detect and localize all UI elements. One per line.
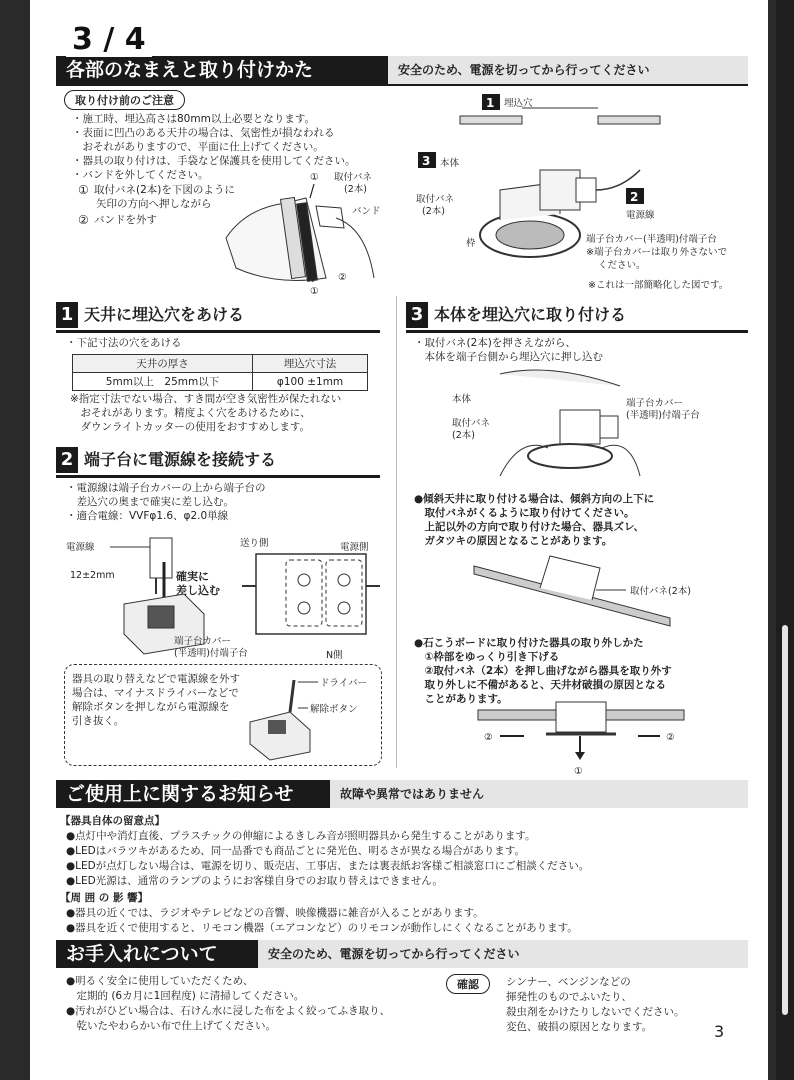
fig2-push-2: 差し込む xyxy=(176,584,220,597)
section-3-line-1: ・取付バネ(2本)を押さえながら、 xyxy=(414,337,576,349)
replace-line-1: 器具の取り替えなどで電源線を外す xyxy=(72,673,240,685)
badge-2: 2 xyxy=(630,190,639,204)
parts-diagram xyxy=(400,90,750,290)
usage-heading-2: 【周 囲 の 影 響】 xyxy=(60,892,149,904)
section-2-line-1: ・電源線は端子台カバーの上から端子台の xyxy=(66,482,266,494)
parts-body-label: 本体 xyxy=(440,158,460,169)
confirm-badge: 確認 xyxy=(446,974,490,994)
usage-banner xyxy=(56,780,340,808)
step-1-text-b: 矢印の方向へ押しながら xyxy=(96,198,212,210)
section-2-number: 2 xyxy=(56,447,78,473)
fig-marker-1b: ① xyxy=(310,286,319,297)
parts-terminal-note-2: ください。 xyxy=(598,260,646,271)
usage-item-3: ●LEDが点灯しない場合は、電源を切り、販売店、工事店、または裏表紙お客様ご相談窓口にご相談ください。 xyxy=(66,860,590,872)
parts-wire-label: 電源線 xyxy=(626,210,655,221)
section-1-lead: ・下記寸法の穴をあける xyxy=(66,337,182,349)
note-line-1: ・施工時、埋込高さは80mm以上必要となります。 xyxy=(72,113,315,125)
slope-line-2: 取付バネがくるように取り付けてください。 xyxy=(414,507,635,519)
usage-item-1: ●点灯中や消灯直後、プラスチックの伸縮によるきしみ音が照明器具から発生することがあります。 xyxy=(66,830,536,842)
care-item-1: ●明るく安全に使用していただくため、 xyxy=(66,975,254,987)
parts-terminal-note-1: ※端子台カバーは取り外さないで xyxy=(586,247,727,258)
slope-spring-label: 取付バネ(2本) xyxy=(630,586,691,597)
care-item-2: 定期的 (6カ月に1回程度) に清掃してください。 xyxy=(66,990,305,1002)
fig3-spring-label: 取付バネ xyxy=(452,418,491,429)
handling-note: 安全のため、電源を切ってから行ってください xyxy=(388,56,748,84)
fig2-wire-label: 電源線 xyxy=(66,542,95,553)
fig-marker-2: ② xyxy=(338,272,347,283)
section-1-number: 1 xyxy=(56,302,78,328)
section-1-header xyxy=(56,302,380,330)
section-2-header xyxy=(56,447,380,475)
note-line-5: ・バンドを外してください。 xyxy=(72,169,209,181)
handling-title: 各部のなまえと取り付けかた xyxy=(66,59,314,81)
release-button-diagram xyxy=(240,672,380,762)
step-2-marker: ② xyxy=(78,213,89,227)
header-rule xyxy=(56,84,748,86)
remove-line-2: ①枠部をゆっくり引き下げる xyxy=(414,651,560,663)
fig2-push-1: 確実に xyxy=(176,570,209,583)
section-2-line-2: 差込穴の奥まで確実に差し込む。 xyxy=(66,496,234,508)
parts-frame-label: 枠 xyxy=(466,238,476,249)
remove-marker-down: ① xyxy=(574,766,583,777)
fig-spring-label: 取付バネ xyxy=(334,172,373,183)
fig2-cover-label-1: 端子台カバー xyxy=(174,636,232,647)
parts-spring-label-2: (2本) xyxy=(422,206,445,217)
replace-line-3: 解除ボタンを押しながら電源線を xyxy=(72,701,230,713)
table-header-thickness: 天井の厚さ xyxy=(73,355,253,373)
page-number-top: 3 / 4 xyxy=(66,22,152,57)
parts-simplified-note: ※これは一部簡略化した図です。 xyxy=(588,280,729,291)
slope-line-3: 上記以外の方向で取り付けた場合、器具ズレ、 xyxy=(414,521,645,533)
usage-env-item-2: ●器具を近くで使用すると、リモコン機器（エアコンなど）のリモコンが動作しにくくなることがあります。 xyxy=(66,922,578,934)
slope-illustration xyxy=(470,548,750,628)
section-1-title: 天井に埋込穴をあける xyxy=(84,305,245,324)
step-1-marker: ① xyxy=(78,183,89,197)
usage-item-4: ●LED光源は、通常のランプのようにお客様自身でのお取り替えはできません。 xyxy=(66,875,443,887)
fig2-driver-label: ドライバー xyxy=(320,678,368,689)
fig3-spring-label-2: (2本) xyxy=(452,430,475,441)
care-item-4: 乾いたやわらかい布で仕上げてください。 xyxy=(66,1020,276,1032)
table-header-hole: 埋込穴寸法 xyxy=(253,355,368,373)
confirm-line-3: 殺虫剤をかけたりしないでください。 xyxy=(506,1006,685,1018)
fig2-send-label: 送り側 xyxy=(240,538,269,549)
section-1-warn-3: ダウンライトカッターの使用をおすすめします。 xyxy=(70,421,311,433)
parts-spring-label: 取付バネ xyxy=(416,194,455,205)
confirm-line-4: 変色、破損の原因となります。 xyxy=(506,1021,653,1033)
fig2-release-label: 解除ボタン xyxy=(310,704,358,715)
table-cell-thickness: 5mm以上 25mm以下 xyxy=(73,373,253,391)
remove-line-3: ②取付バネ（2本）を押し曲げながら器具を取り外す xyxy=(414,665,672,677)
care-item-3: ●汚れがひどい場合は、石けん水に浸した布をよく絞ってふき取り、 xyxy=(66,1005,391,1017)
fig3-cover-label-1: 端子台カバー xyxy=(626,398,684,409)
care-banner xyxy=(56,940,266,968)
remove-marker-left: ② xyxy=(484,732,493,743)
note-line-3: おそれがありますので、平面に仕上げてください。 xyxy=(72,141,324,153)
usage-heading-1: 【器具自体の留意点】 xyxy=(60,815,165,827)
badge-3: 3 xyxy=(422,154,431,168)
handling-banner xyxy=(56,56,396,84)
replace-line-4: 引き抜く。 xyxy=(72,715,125,727)
parts-terminal-label: 端子台カバー(半透明)付端子台 xyxy=(586,234,717,245)
removal-illustration xyxy=(470,696,690,776)
fig3-cover-label-2: (半透明)付端子台 xyxy=(626,410,700,421)
section-3-title: 本体を埋込穴に取り付ける xyxy=(434,305,627,324)
fig2-strip-label: 12±2mm xyxy=(70,570,115,581)
remove-marker-right: ② xyxy=(666,732,675,743)
remove-line-5: ことがあります。 xyxy=(414,693,508,705)
note-line-4: ・器具の取り付けは、手袋など保護具を使用してください。 xyxy=(72,155,356,167)
parts-hole-label: 埋込穴 xyxy=(504,98,533,109)
hole-size-table xyxy=(72,354,368,391)
fig-marker-1a: ① xyxy=(310,172,319,183)
remove-line-1: ●石こうボードに取り付けた器具の取り外しかた xyxy=(414,637,644,649)
scrollbar-thumb[interactable] xyxy=(782,625,788,1015)
usage-title: ご使用上に関するお知らせ xyxy=(66,783,294,805)
note-line-2: ・表面に凹凸のある天井の場合は、気密性が損なわれる xyxy=(72,127,335,139)
usage-env-item-1: ●器具の近くでは、ラジオやテレビなどの音響、映像機器に雑音が入ることがあります。 xyxy=(66,907,484,919)
slope-line-1: ●傾斜天井に取り付ける場合は、傾斜方向の上下に xyxy=(414,493,655,505)
usage-note: 故障や異常ではありません xyxy=(330,780,748,808)
terminal-diagram xyxy=(64,534,384,664)
usage-item-2: ●LEDはバラツキがあるため、同一品番でも商品ごとに発光色、明るさが異なる場合があります。 xyxy=(66,845,525,857)
confirm-line-2: 揮発性のものでふいたり、 xyxy=(506,991,632,1003)
step-2-text: バンドを外す xyxy=(94,214,157,226)
replace-line-2: 場合は、マイナスドライバーなどで xyxy=(72,687,239,699)
vertical-scrollbar[interactable] xyxy=(776,0,794,1080)
section-3-header xyxy=(406,302,748,330)
section-1-warn-2: おそれがあります。精度よく穴をあけるために、 xyxy=(70,407,311,419)
slope-line-4: ガタツキの原因となることがあります。 xyxy=(414,535,613,547)
band-removal-illustration xyxy=(216,168,381,298)
section-2-line-3: ・適合電線：VVFφ1.6、φ2.0単線 xyxy=(66,510,229,522)
remove-line-4: 取り外しに不備があると、天井材破損の原因となる xyxy=(414,679,666,691)
fig3-body-label: 本体 xyxy=(452,394,472,405)
care-title: お手入れについて xyxy=(66,943,218,965)
fig2-power-label: 電源側 xyxy=(340,542,369,553)
table-cell-hole: φ100 ±1mm xyxy=(253,373,368,391)
badge-1: 1 xyxy=(486,96,495,110)
section-1-warn-1: ※指定寸法でない場合、すき間が空き気密性が保たれない xyxy=(70,393,342,405)
section-3-line-2: 本体を端子台側から埋込穴に押し込む xyxy=(414,351,603,363)
manual-page xyxy=(30,0,768,1080)
fig2-n-label: N側 xyxy=(326,650,343,661)
fig-band-label: バンド xyxy=(352,206,381,217)
install-illustration xyxy=(440,366,700,486)
column-divider xyxy=(396,296,397,768)
confirm-line-1: シンナー、ベンジンなどの xyxy=(506,976,631,988)
step-1-text: 取付バネ(2本)を下図のように xyxy=(94,184,235,196)
pre-notice-label: 取り付け前のご注意 xyxy=(64,90,185,110)
fig2-cover-label-2: (半透明)付端子台 xyxy=(174,648,248,659)
care-note: 安全のため、電源を切ってから行ってください xyxy=(258,940,748,968)
section-2-title: 端子台に電源線を接続する xyxy=(84,450,277,469)
section-3-number: 3 xyxy=(406,302,428,328)
page-number-bottom: 3 xyxy=(714,1022,725,1041)
fig-spring-label-2: (2本) xyxy=(344,184,367,195)
